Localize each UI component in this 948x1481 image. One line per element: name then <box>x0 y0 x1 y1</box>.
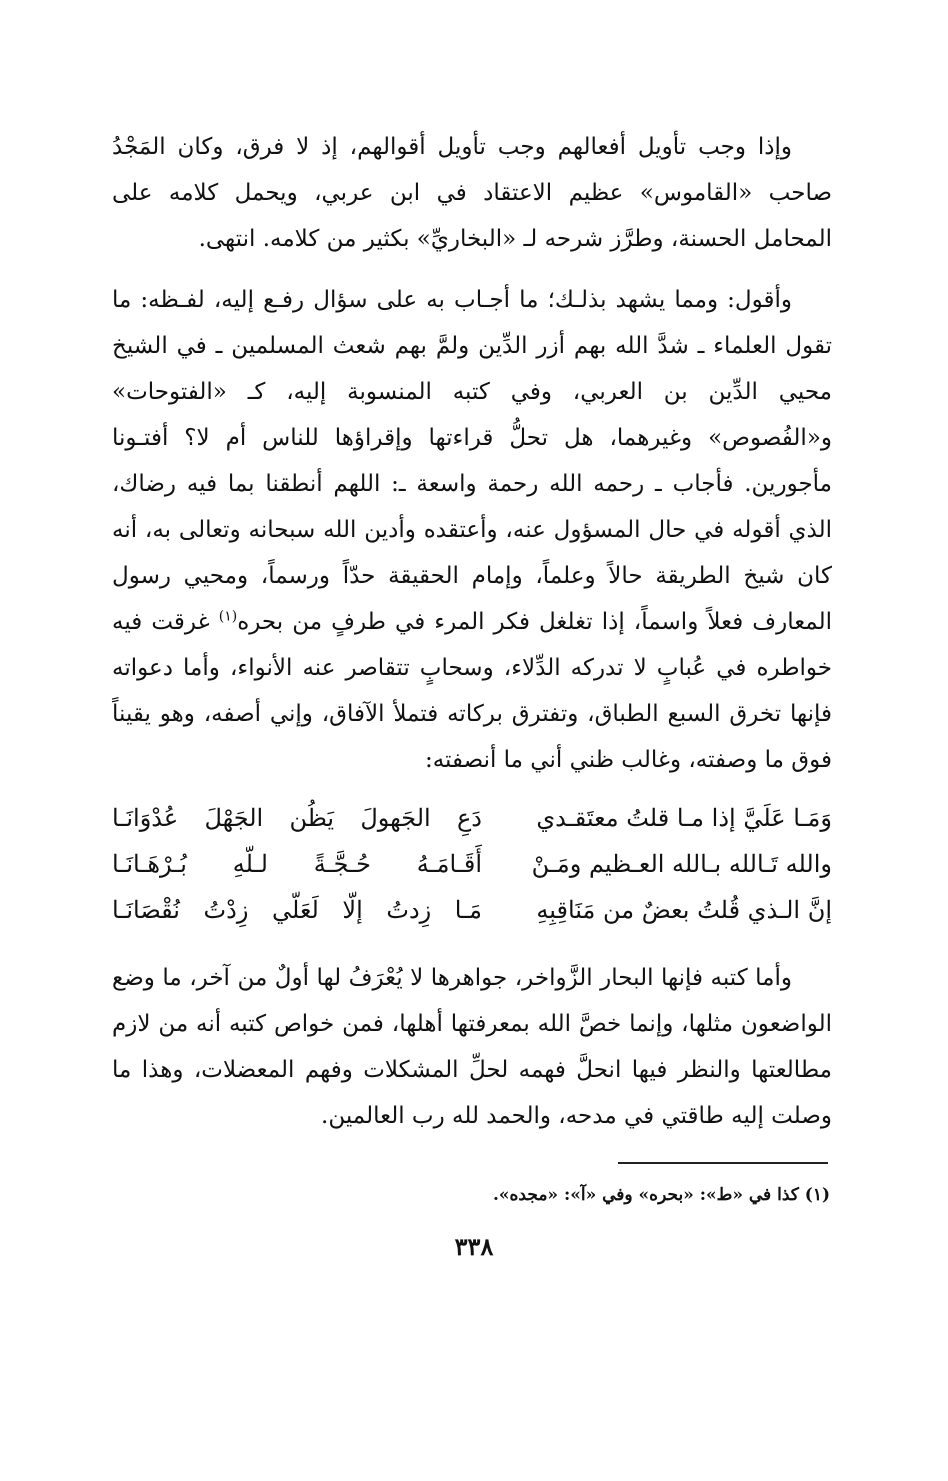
verse-3-first-hemistich: إنَّ الـذي قُلتُ بعضٌ من مَنَاقِبِهِ <box>536 896 832 924</box>
poem-verse <box>112 795 832 841</box>
paragraph-2-part-1: وأقول: ومما يشهد بذلـك؛ ما أجـاب به على سؤال رفـع إليه، لفـظه: ما تقول العلماء ـ شدَّ الله بهم أزر الدِّين ولمَّ بهم شعث المسلمين ـ في الشيخ محيي الدِّين بن العربي، وفي كتبه المنسوبة إليه، كـ «الفتوحات» و«الفُصوص» وغيرهما، هل تحلُّ قراءتها وإقراؤها للناس أم لا؟ أفتـونا مأجورين. فأجاب ـ رحمه الله رحمة واسعة ـ: اللهم أنطقنا بما فيه رضاك، الذي أقوله في حال المسؤول عنه، وأعتقده وأدين الله سبحانه وتعالى به، أنه كان شيخ الطريقة حالاً وعلماً، وإمام الحقيقة حدّاً ورسماً، ومحيي رسول المعارف فعلاً واسماً، إذا تغلغل فكر المرء في طرفٍ من بحره <box>112 287 833 635</box>
verse-1-first-hemistich: وَمَـا عَلَيَّ إذا مـا قلتُ معتَقـدي <box>536 804 832 832</box>
poem <box>112 795 832 933</box>
paragraph-3-text: وأما كتبه فإنها البحار الزَّواخر، جواهرها لا يُعْرَفُ لها أولٌ من آخر، ما وضع الواضعون مثلها، وإنما خصَّ الله بمعرفتها أهلها، فمن خواص كتبه أنه من لازم مطالعتها والنظر فيها انحلَّ فهمه لحلِّ المشكلات وفهم المعضلات، وهذا ما وصلت إليه طاقتي في مدحه، والحمد لله رب العالمين. <box>112 965 832 1129</box>
page-number: ٣٣٨ <box>454 1232 494 1261</box>
poem-verse <box>112 841 832 887</box>
verse-2-second-hemistich: أَقَـامَـهُ حُـجَّـةً لـلّهِ بُـرْهَـانَـا <box>112 850 482 878</box>
footnote: (١) كذا في «ط»: «بحره» وفي «آ»: «مجده». <box>492 1185 830 1205</box>
verse-1-second-hemistich: دَعِ الجَهولَ يَظُن الجَهْلَ عُدْوَانَـا <box>112 804 482 832</box>
paragraph-1-text: وإذا وجب تأويل أفعالهم وجب تأويل أقوالهم، إذ لا فرق، وكان المَجْدُ صاحب «القاموس» عظيم الاعتقاد في ابن عربي، ويحمل كلامه على المحامل الحسنة، وطرَّز شرحه لـ «البخاريِّ» بكثير من كلامه. انتهى. <box>112 134 832 252</box>
footnote-divider <box>618 1162 828 1164</box>
footnote-marker: (١) <box>218 608 238 625</box>
poem-verse <box>112 887 832 933</box>
paragraph-2-text <box>112 277 832 783</box>
paragraph-1 <box>112 124 832 262</box>
paragraph-3 <box>112 955 832 1139</box>
paragraph-2-part-2: غرقت فيه خواطره في عُبابٍ لا تدركه الدِّلاء، وسحابٍ تتقاصر عنه الأنواء، وأما دعواته فإنها تخرق السبع الطباق، وتفترق بركاته فتملأ الآفاق، وإني أصفه، وهو يقيناً فوق ما وصفته، وغالب ظني أني ما أنصفته: <box>112 609 832 773</box>
verse-2-first-hemistich: والله تَـالله بـالله العـظيم ومَـنْ <box>531 850 832 878</box>
verse-3-second-hemistich: مَـا زِدتُ إلّا لَعَلّي زِدْتُ نُقْصَانَـا <box>112 896 482 924</box>
paragraph-2 <box>112 277 832 783</box>
